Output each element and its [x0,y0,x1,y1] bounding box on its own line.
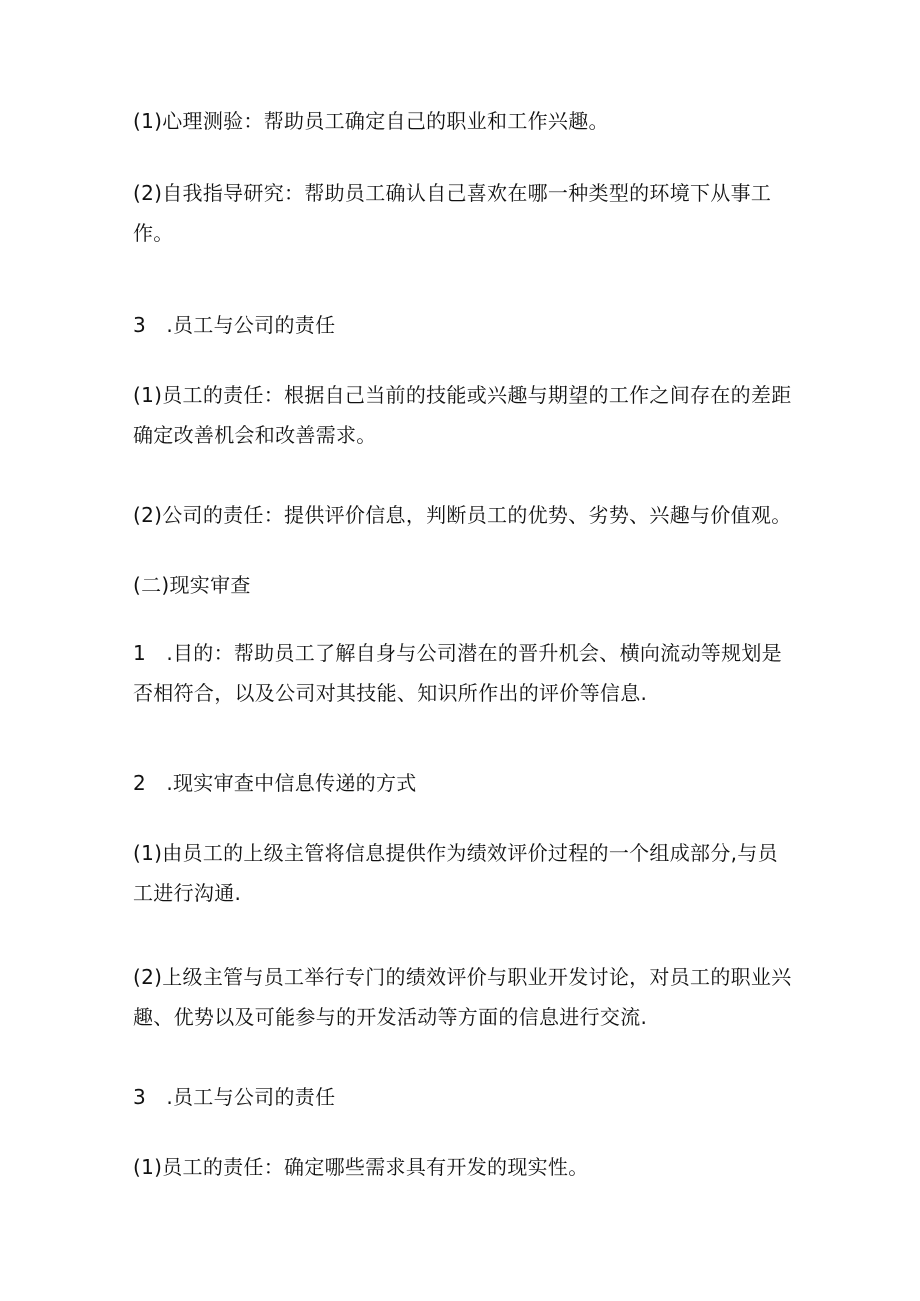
heading-reality-check: (二)现实审查 [133,573,251,597]
heading-responsibilities-2: 3 .员工与公司的责任 [133,1085,336,1109]
paragraph-supervisor-discussion: (2)上级主管与员工举行专门的绩效评价与职业开发讨论，对员工的职业兴趣、优势以及可能参与的开发活动等方面的信息进行交流. [133,965,792,1029]
paragraph-employee-responsibility-1: (1)员工的责任：根据自己当前的技能或兴趣与期望的工作之间存在的差距确定改善机会和改善需求。 [133,383,792,447]
paragraph-supervisor-info: (1)由员工的上级主管将信息提供作为绩效评价过程的一个组成部分,与员工进行沟通. [133,841,778,905]
paragraph-psych-test: (1)心理测验：帮助员工确定自己的职业和工作兴趣。 [133,109,609,133]
heading-info-transfer: 2 .现实审查中信息传递的方式 [133,771,417,795]
heading-responsibilities-1: 3 .员工与公司的责任 [133,313,336,337]
paragraph-employee-responsibility-2: (1)员工的责任：确定哪些需求具有开发的现实性。 [133,1155,589,1179]
paragraph-company-responsibility: (2)公司的责任：提供评价信息，判断员工的优势、劣势、兴趣与价值观。 [133,503,792,527]
paragraph-self-guided-study: (2)自我指导研究：帮助员工确认自己喜欢在哪一种类型的环境下从事工作。 [133,181,772,245]
paragraph-purpose: 1 .目的：帮助员工了解自身与公司潜在的晋升机会、横向流动等规划是否相符合，以及公司对其技能、知识所作出的评价等信息. [133,641,782,705]
